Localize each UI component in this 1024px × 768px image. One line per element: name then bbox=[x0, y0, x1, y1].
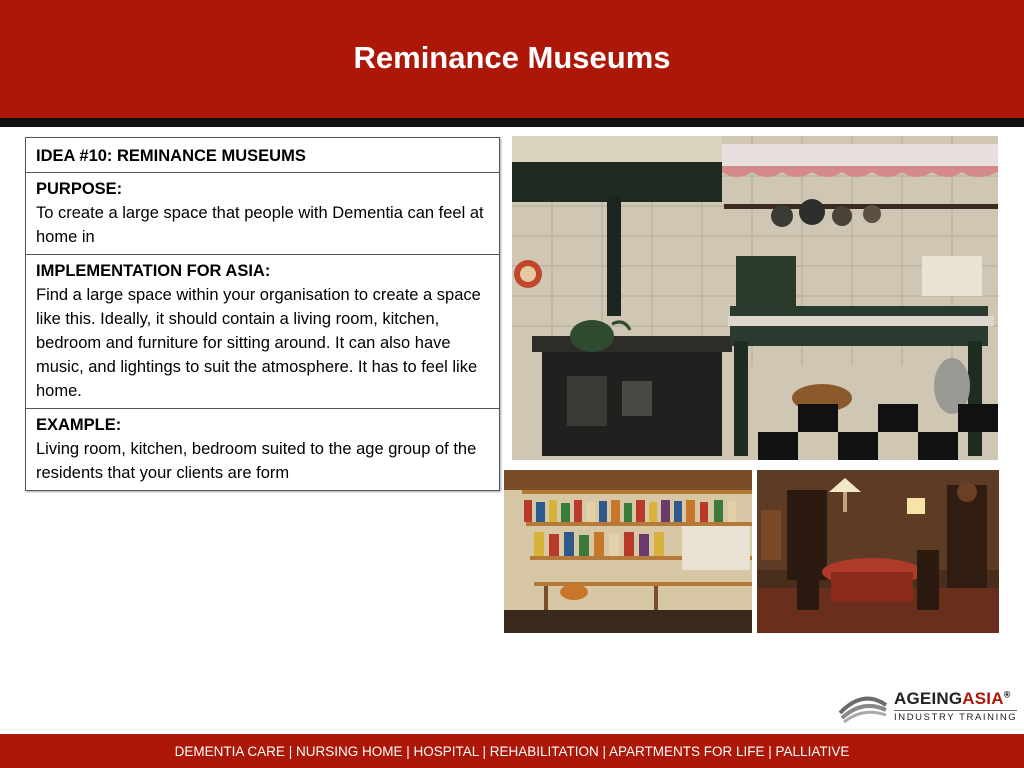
footer-text: DEMENTIA CARE | NURSING HOME | HOSPITAL | REHABILITATION | APARTMENTS FOR LIFE | PALLIATIVE bbox=[174, 744, 850, 759]
example-text: Living room, kitchen, bedroom suited to the age group of the residents that your clients are form bbox=[36, 440, 477, 482]
logo-tagline: INDUSTRY TRAINING bbox=[894, 712, 1018, 723]
logo-name bbox=[894, 689, 1011, 709]
slide-header bbox=[0, 0, 1024, 118]
idea-row bbox=[26, 138, 499, 173]
kitchen-photo bbox=[512, 136, 998, 460]
kitchen-illustration bbox=[512, 136, 998, 460]
slide-title: Reminance Museums bbox=[353, 40, 671, 75]
shelves-photo bbox=[504, 470, 752, 633]
purpose-text: To create a large space that people with Dementia can feel at home in bbox=[36, 204, 484, 246]
example-row bbox=[26, 409, 499, 490]
shelves-illustration bbox=[504, 470, 752, 633]
logo-registered-mark: ® bbox=[1003, 689, 1011, 700]
swoosh-logo-icon bbox=[836, 691, 890, 725]
idea-card bbox=[25, 137, 500, 491]
implementation-text: Find a large space within your organisation to create a space like this. Ideally, it should contain a living room, kitchen, bedroom and furniture for sitting around. It can also have music, and lightings to suit the atmosphere. It has to feel like home. bbox=[36, 286, 481, 400]
living-room-illustration bbox=[757, 470, 999, 633]
slide-footer bbox=[0, 734, 1024, 768]
implementation-row bbox=[26, 255, 499, 409]
example-heading: EXAMPLE: bbox=[36, 416, 122, 434]
purpose-heading: PURPOSE: bbox=[36, 180, 123, 198]
logo-name-dark: AGEING bbox=[894, 689, 963, 708]
ageingasia-logo bbox=[836, 688, 1020, 728]
purpose-row bbox=[26, 173, 499, 255]
header-divider bbox=[0, 118, 1024, 127]
logo-name-accent: ASIA bbox=[962, 689, 1004, 708]
idea-heading: IDEA #10: REMINANCE MUSEUMS bbox=[36, 147, 306, 165]
implementation-heading: IMPLEMENTATION FOR ASIA: bbox=[36, 262, 271, 280]
living-room-photo bbox=[757, 470, 999, 633]
